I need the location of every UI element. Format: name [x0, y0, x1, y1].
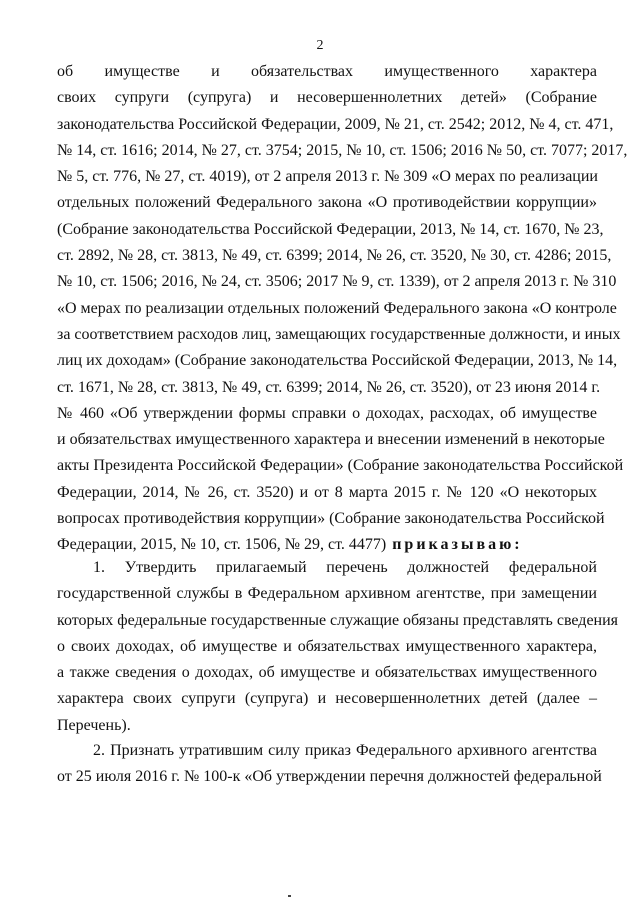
- text-line: 1. Утвердить прилагаемый перечень должностей федеральной: [93, 559, 597, 576]
- text-line: отдельных положений Федерального закона «О противодействии коррупции»: [57, 194, 597, 212]
- text-line: акты Президента Российской Федерации» (Собрание законодательства Российской: [57, 457, 624, 475]
- page-number: 2: [316, 38, 324, 53]
- text-line: № 10, ст. 1506; 2016, № 24, ст. 3506; 2017 № 9, ст. 1339), от 2 апреля 2013 г. № 310: [57, 273, 617, 291]
- text-line: ст. 1671, № 28, ст. 3813, № 49, ст. 6399; 2014, № 26, ст. 3520), от 23 июня 2014 г.: [57, 378, 601, 396]
- text-line: за соответствием расходов лиц, замещающих государственные должности, и иных: [57, 325, 621, 343]
- paragraph-item-1: [57, 555, 619, 739]
- text-line: от 25 июля 2016 г. № 100-к «Об утверждении перечня должностей федеральной: [57, 768, 602, 786]
- text-line: характера своих супруги (супруга) и несовершеннолетних детей (далее –: [57, 690, 597, 708]
- text-line: (Собрание законодательства Российской Федерации, 2013, № 14, ст. 1670, № 23,: [57, 220, 604, 238]
- paragraph-item-2: [57, 738, 602, 791]
- text-line: своих супруги (супруга) и несовершеннолетних детей» (Собрание: [57, 89, 597, 107]
- text-line: ст. 2892, № 28, ст. 3813, № 49, ст. 6399; 2014, № 26, ст. 3520, № 30, ст. 4286; 2015,: [57, 247, 612, 265]
- text-line: «О мерах по реализации отдельных положений Федерального закона «О контроле: [57, 299, 617, 317]
- text-line: № 460 «Об утверждении формы справки о доходах, расходах, об имуществе: [57, 404, 597, 422]
- text-line: лиц их доходам» (Собрание законодательства Российской Федерации, 2013, № 14,: [57, 352, 618, 370]
- text-line: а также сведения о доходах, об имуществе и обязательствах имущественного: [57, 664, 597, 682]
- text-line: Федерации, 2014, № 26, ст. 3520) и от 8 марта 2015 г. № 120 «О некоторых: [57, 483, 597, 501]
- text-line: 2. Признать утратившим силу приказ Федерального архивного агентства: [93, 742, 597, 759]
- text-line: об имуществе и обязательствах имущественного характера: [57, 63, 597, 80]
- text-line: которых федеральные государственные служащие обязаны представлять сведения: [57, 611, 619, 629]
- text-line: вопросах противодействия коррупции» (Собрание законодательства Российской: [57, 510, 605, 528]
- decree-word: приказываю:: [392, 536, 523, 554]
- final-reference-text: Федерации, 2015, № 10, ст. 1506, № 29, ст. 4477): [57, 536, 387, 554]
- scan-mark: [288, 895, 291, 897]
- text-line: № 5, ст. 776, № 27, ст. 4019), от 2 апреля 2013 г. № 309 «О мерах по реализации: [57, 168, 598, 186]
- text-line: законодательства Российской Федерации, 2009, № 21, ст. 2542; 2012, № 4, ст. 471,: [57, 115, 614, 133]
- text-line: государственной службы в Федеральном архивном агентстве, при замещении: [57, 585, 597, 603]
- text-line: о своих доходах, об имуществе и обязательствах имущественного характера,: [57, 637, 597, 655]
- paragraph-legal-references: [57, 59, 628, 559]
- text-line: Перечень).: [57, 716, 131, 734]
- text-line: № 14, ст. 1616; 2014, № 27, ст. 3754; 2015, № 10, ст. 1506; 2016 № 50, ст. 7077; 2017,: [57, 141, 628, 159]
- text-line: и обязательствах имущественного характера и внесении изменений в некоторые: [57, 431, 605, 449]
